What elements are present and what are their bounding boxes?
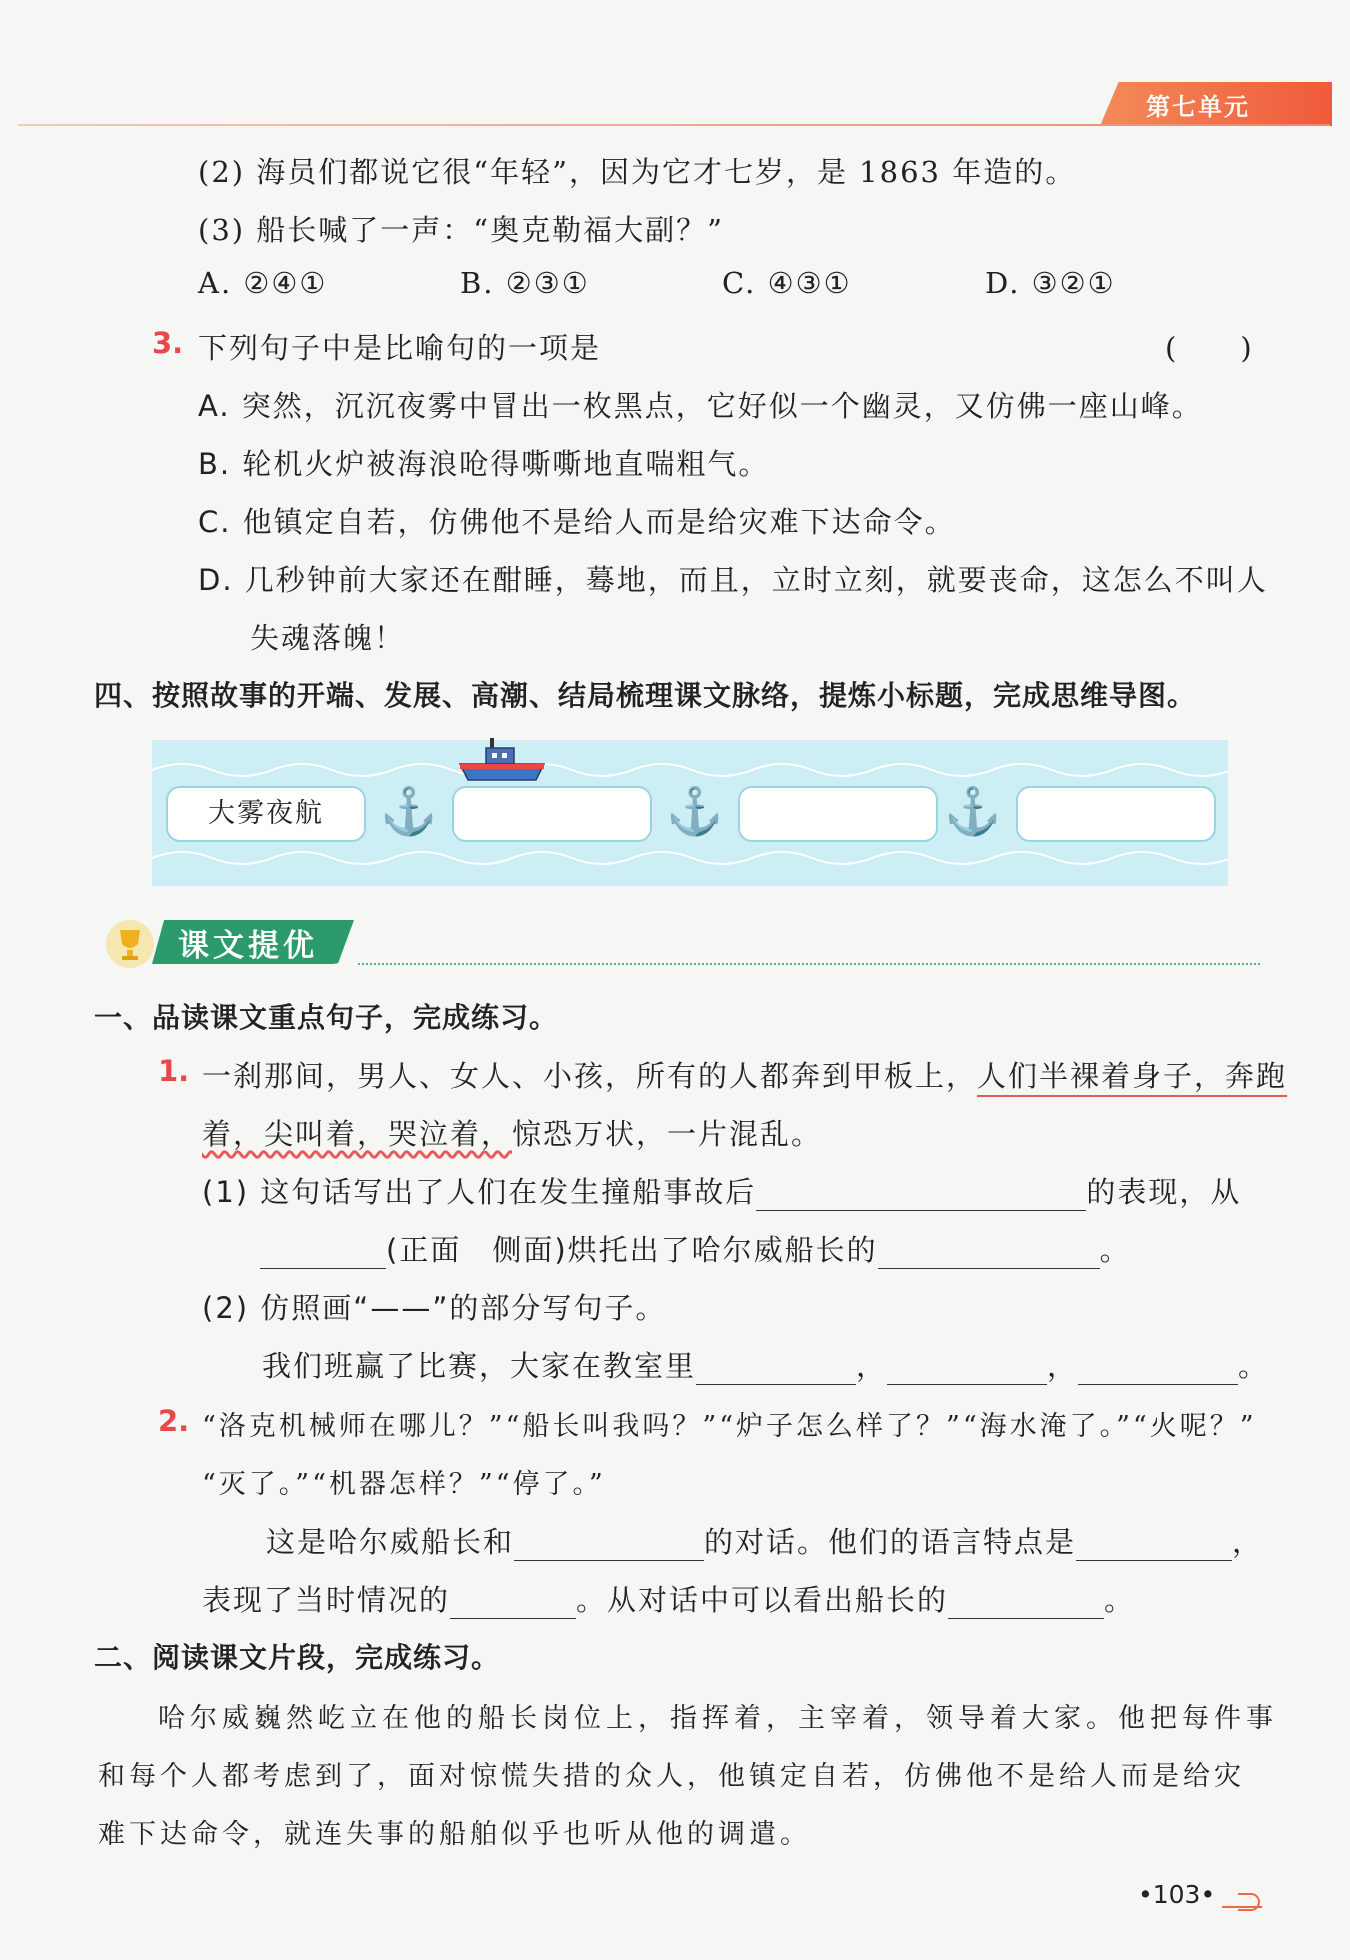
period: 。 bbox=[1238, 1349, 1270, 1383]
mindmap-node-4[interactable] bbox=[1016, 786, 1216, 842]
q2-option-c: C. ④③① bbox=[722, 266, 852, 300]
q3-option-c: C. 他镇定自若，仿佛他不是给人而是给灾难下达命令。 bbox=[198, 505, 956, 539]
p1-q2-line-2 bbox=[202, 1578, 1135, 1619]
q2-option-a: A. ②④① bbox=[198, 266, 328, 300]
comma: ， bbox=[856, 1349, 888, 1383]
p1-q2-line-1-a: 这是哈尔威船长和 bbox=[266, 1525, 515, 1559]
page-ornament-line bbox=[1222, 1906, 1262, 1908]
part2-paragraph-3: 难下达命令，就连失事的船舶似乎也听从他的调遣。 bbox=[98, 1819, 811, 1850]
p1-q1-text bbox=[202, 1054, 1287, 1095]
q3-option-d-cont: 失魂落魄！ bbox=[250, 621, 406, 655]
q2-option-d: D. ③②① bbox=[985, 266, 1116, 300]
anchor-icon: ⚓ bbox=[666, 784, 724, 838]
p1-q1-sub2-line-text: 我们班赢了比赛，大家在教室里 bbox=[262, 1349, 697, 1383]
p1-q1-blank-5[interactable] bbox=[887, 1354, 1047, 1385]
p1-q1-sub1-cont bbox=[260, 1228, 1131, 1269]
p1-q2-number: 2. bbox=[158, 1404, 190, 1438]
part2-paragraph-2: 和每个人都考虑到了，面对惊慌失措的众人，他镇定自若，仿佛他不是给人而是给灾 bbox=[98, 1761, 1245, 1792]
p1-q1-text-c: 着，尖叫着，哭泣着， bbox=[202, 1117, 513, 1151]
mindmap-node-1 bbox=[166, 786, 366, 842]
p1-q2-blank-1[interactable] bbox=[514, 1530, 704, 1561]
p1-q2-line-1-c: ， bbox=[1232, 1525, 1264, 1559]
p1-q1-blank-3[interactable] bbox=[878, 1238, 1100, 1269]
p1-q1-sub1-d: 。 bbox=[1099, 1233, 1131, 1267]
part1-heading: 一、品读课文重点句子，完成练习。 bbox=[94, 1001, 559, 1034]
comma: ， bbox=[1047, 1349, 1079, 1383]
ship-icon bbox=[456, 734, 548, 790]
part4-heading: 四、按照故事的开端、发展、高潮、结局梳理课文脉络，提炼小标题，完成思维导图。 bbox=[94, 679, 1197, 712]
q3-option-d: D. 几秒钟前大家还在酣睡，蓦地，而且，立时立刻，就要丧命，这怎么不叫人 bbox=[198, 563, 1268, 597]
p1-q1-text-cont bbox=[202, 1112, 822, 1153]
p1-q1-text-d: 惊恐万状，一片混乱。 bbox=[512, 1117, 823, 1151]
p1-q1-sub2: (2) 仿照画“——”的部分写句子。 bbox=[202, 1291, 667, 1325]
p1-q2-line-2-a: 表现了当时情况的 bbox=[202, 1583, 451, 1617]
p1-q2-blank-4[interactable] bbox=[948, 1588, 1104, 1619]
page-ornament bbox=[1238, 1893, 1260, 1911]
p1-q1-sub1-a: (1) 这句话写出了人们在发生撞船事故后 bbox=[202, 1175, 757, 1209]
header-divider bbox=[18, 124, 1330, 126]
p1-q2-line-2-b: 。从对话中可以看出船长的 bbox=[576, 1583, 949, 1617]
part2-heading: 二、阅读课文片段，完成练习。 bbox=[94, 1641, 501, 1674]
section-dotted-line bbox=[358, 963, 1260, 965]
p1-q1-number: 1. bbox=[158, 1054, 190, 1088]
q3-answer-paren[interactable]: ( ) bbox=[1165, 331, 1254, 365]
q3-number: 3. bbox=[152, 326, 184, 360]
p1-q1-sub1-c: (正面 侧面)烘托出了哈尔威船长的 bbox=[386, 1233, 878, 1267]
p1-q2-dialog-2: “灭了。”“机器怎样？”“停了。” bbox=[202, 1469, 606, 1500]
section-title: 课文提优 bbox=[178, 928, 318, 964]
p1-q1-text-a: 一刹那间，男人、女人、小孩，所有的人都奔到甲板上， bbox=[202, 1059, 978, 1093]
q3-option-a: A. 突然，沉沉夜雾中冒出一枚黑点，它好似一个幽灵，又仿佛一座山峰。 bbox=[198, 389, 1203, 423]
p1-q1-sub1 bbox=[202, 1170, 1241, 1211]
p1-q1-text-b: 人们半裸着身子，奔跑 bbox=[977, 1059, 1287, 1097]
p1-q2-line-1-b: 的对话。他们的语言特点是 bbox=[704, 1525, 1077, 1559]
q3-stem: 下列句子中是比喻句的一项是 bbox=[198, 331, 602, 365]
p1-q2-blank-2[interactable] bbox=[1076, 1530, 1232, 1561]
q2-item-2: (2) 海员们都说它很“年轻”，因为它才七岁，是 1863 年造的。 bbox=[198, 155, 1077, 189]
part2-paragraph-1: 哈尔威巍然屹立在他的船长岗位上，指挥着，主宰着，领导着大家。他把每件事 bbox=[158, 1703, 1278, 1734]
trophy-icon bbox=[100, 918, 160, 970]
mindmap-node-3[interactable] bbox=[738, 786, 938, 842]
p1-q1-blank-2[interactable] bbox=[260, 1238, 386, 1269]
q2-option-b: B. ②③① bbox=[460, 266, 590, 300]
p1-q1-blank-1[interactable] bbox=[756, 1180, 1086, 1211]
p1-q1-blank-4[interactable] bbox=[696, 1354, 856, 1385]
mindmap-node-1-label: 大雾夜航 bbox=[208, 798, 324, 829]
q2-item-3: (3) 船长喊了一声：“奥克勒福大副？” bbox=[198, 213, 724, 247]
q3-option-b: B. 轮机火炉被海浪呛得嘶嘶地直喘粗气。 bbox=[198, 447, 770, 481]
anchor-icon: ⚓ bbox=[380, 784, 438, 838]
mindmap-node-2[interactable] bbox=[452, 786, 652, 842]
p1-q2-blank-3[interactable] bbox=[450, 1588, 576, 1619]
p1-q1-sub1-b: 的表现，从 bbox=[1086, 1175, 1242, 1209]
page-number: •103• bbox=[1138, 1880, 1216, 1909]
anchor-icon: ⚓ bbox=[944, 784, 1002, 838]
unit-label: 第七单元 bbox=[1146, 93, 1250, 121]
p1-q1-blank-6[interactable] bbox=[1078, 1354, 1238, 1385]
p1-q2-line-2-c: 。 bbox=[1104, 1583, 1136, 1617]
p1-q2-dialog-1: “洛克机械师在哪儿？”“船长叫我吗？”“炉子怎么样了？”“海水淹了。”“火呢？” bbox=[202, 1411, 1257, 1442]
p1-q2-line-1 bbox=[266, 1520, 1263, 1561]
p1-q1-sub2-line bbox=[262, 1344, 1269, 1385]
